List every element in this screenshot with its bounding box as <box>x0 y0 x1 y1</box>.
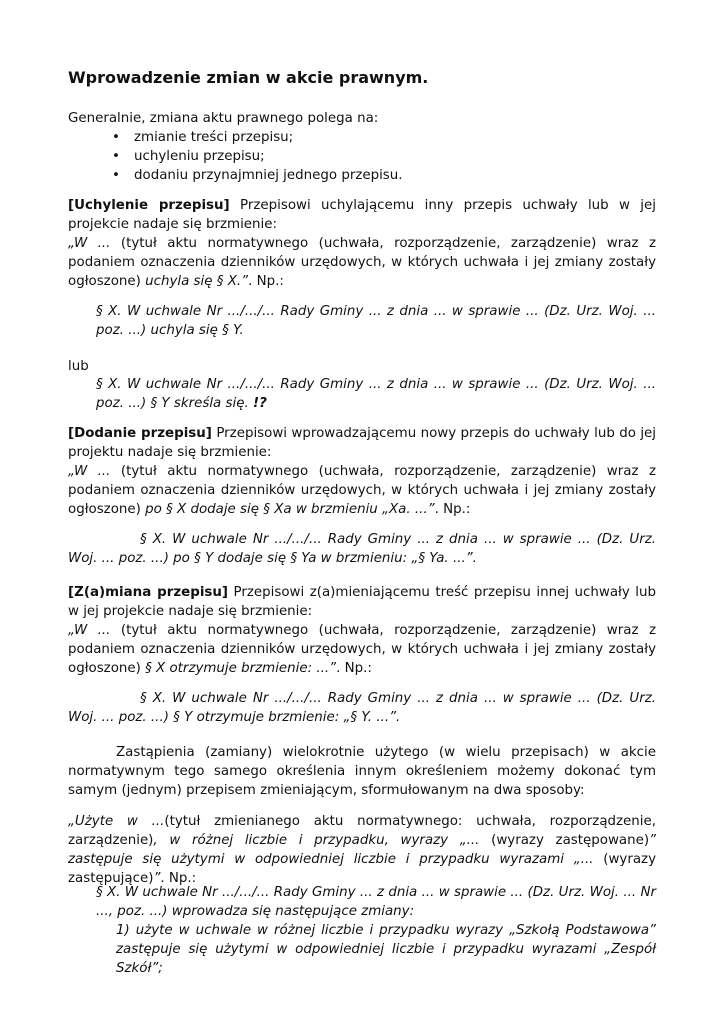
list-item: • uchyleniu przepisu; <box>110 147 403 166</box>
document-title: Wprowadzenie zmian w akcie prawnym. <box>68 68 429 87</box>
example-text: § X. W uchwale Nr .../.../... Rady Gminy ... z dnia ... w sprawie ... (Dz. Urz. Woj. ... poz. ...) po § Y dodaje się § Ya w brzmieniu: „§ Ya. ...”. <box>68 532 656 566</box>
dodanie-paragraph <box>68 424 656 519</box>
uchylenie-paragraph <box>68 196 656 291</box>
dodanie-formula-end: po § X dodaje się § Xa w brzmieniu „Xa. ...” <box>145 502 435 517</box>
uzyte-np: . Np.: <box>160 871 197 886</box>
uchylenie-formula-start: „W ... <box>68 236 121 251</box>
uzyte-paragraph <box>68 812 656 888</box>
uzyte-replaced: (wyrazy zastępowane) <box>491 833 650 848</box>
intro-text: Generalnie, zmiana aktu prawnego polega na: <box>68 111 379 126</box>
change-types-list <box>110 128 403 185</box>
zastapienia-paragraph: Zastąpienia (zamiany) wielokrotnie użytego (w wielu przepisach) w akcie normatywnym tego samego określenia innym określeniem możemy dokonać tym samym (jednym) przepisem zmieniającym, sformułowanym na dwa sposoby: <box>68 745 656 798</box>
dodanie-formula-np: . Np.: <box>434 502 471 517</box>
uchylenie-example-2 <box>96 375 656 413</box>
example-text: § X. W uchwale Nr .../.../... Rady Gminy ... z dnia ... w sprawie ... (Dz. Urz. Woj. ... poz. ...) § Y otrzymuje brzmienie: „§ Y. ...”. <box>68 691 656 725</box>
zmiana-lead: Przepisowi z(a)mieniającemu treść przepisu innej uchwały lub w jej projekcie nadaje się brzmienie: <box>68 585 656 619</box>
example-item-text: 1) użyte w uchwale w różnej liczbie i przypadku wyrazy „Szkołą Podstawowa” zastępuje się użytymi w odpowiedniej liczbie i przypadku wyrazami „Zespół Szkół”; <box>116 923 656 976</box>
uzyte-formula-start: „Użyte w ... <box>68 814 165 829</box>
final-example <box>96 883 656 921</box>
dodanie-formula-desc: (tytuł aktu normatywnego (uchwała, rozporządzenie, zarządzenie) wraz z podaniem oznaczenia dzienników urzędowych, w których uchwała i jej zmiany zostały ogłoszone) <box>68 464 656 517</box>
uzyte-act-title: (tytuł zmienianego aktu normatywnego: uchwała, rozporządzenie, zarządzenie) <box>68 814 656 848</box>
uchylenie-lead: Przepisowi uchylającemu inny przepis uchwały lub w jej projekcie nadaje się brzmienie: <box>68 198 656 232</box>
zmiana-formula-start: „W ... <box>68 623 121 638</box>
lub-text: lub <box>68 359 89 374</box>
uchylenie-formula-desc: (tytuł aktu normatywnego (uchwała, rozporządzenie, zarządzenie) wraz z podaniem oznaczenia dzienników urzędowych, w których uchwała i jej zmiany zostały ogłoszone) <box>68 236 656 289</box>
dodanie-heading: [Dodanie przepisu] <box>68 426 212 441</box>
uzyte-formula-mid: , w różnej liczbie i przypadku, wyrazy „... <box>153 833 492 848</box>
zmiana-paragraph <box>68 583 656 678</box>
zmiana-heading: [Z(a)miana przepisu] <box>68 585 229 600</box>
uchylenie-formula-np: . Np.: <box>248 274 284 289</box>
uzyte-formula-mid2: ” zastępuje się użytymi w odpowiedniej liczbie i przypadku wyrazami „... <box>68 833 656 867</box>
zmiana-formula-np: . Np.: <box>336 661 372 676</box>
uchylenie-formula-end: uchyla się § X.” <box>145 274 249 289</box>
example-text: § X. W uchwale Nr .../.../... Rady Gminy ... z dnia ... w sprawie ... (Dz. Urz. Woj. ... poz. ...) uchyla się § Y. <box>96 304 656 338</box>
dodanie-example <box>68 530 656 568</box>
zmiana-example <box>68 689 656 727</box>
example-text: § X. W uchwale Nr .../.../... Rady Gminy ... z dnia ... w sprawie ... (Dz. Urz. Woj. ... poz. ...) § Y skreśla się. <box>96 377 656 411</box>
zmiana-formula-desc: (tytuł aktu normatywnego (uchwała, rozporządzenie, zarządzenie) wraz z podaniem oznaczenia dzienników urzędowych, w których uchwała i jej zmiany zostały ogłoszone) <box>68 623 656 676</box>
dodanie-lead: Przepisowi wprowadzającemu nowy przepis do uchwały lub do jej projektu nadaje się brzmienie: <box>68 426 656 460</box>
note-mark: !? <box>252 396 267 411</box>
uzyte-replacing: (wyrazy zastępujące) <box>68 852 656 886</box>
list-item: • dodaniu przynajmniej jednego przepisu. <box>110 166 403 185</box>
dodanie-formula-start: „W ... <box>68 464 121 479</box>
uchylenie-example-1 <box>96 302 656 340</box>
example-text: § X. W uchwale Nr .../.../... Rady Gminy ... z dnia ... w sprawie ... (Dz. Urz. Woj. ... Nr ..., poz. ...) wprowadza się następujące zmiany: <box>96 885 656 919</box>
uchylenie-heading: [Uchylenie przepisu] <box>68 198 230 213</box>
list-item: • zmianie treści przepisu; <box>110 128 403 147</box>
final-example-item <box>116 921 656 978</box>
zmiana-formula-end: § X otrzymuje brzmienie: ...” <box>145 661 337 676</box>
uzyte-formula-end: ” <box>153 871 161 886</box>
